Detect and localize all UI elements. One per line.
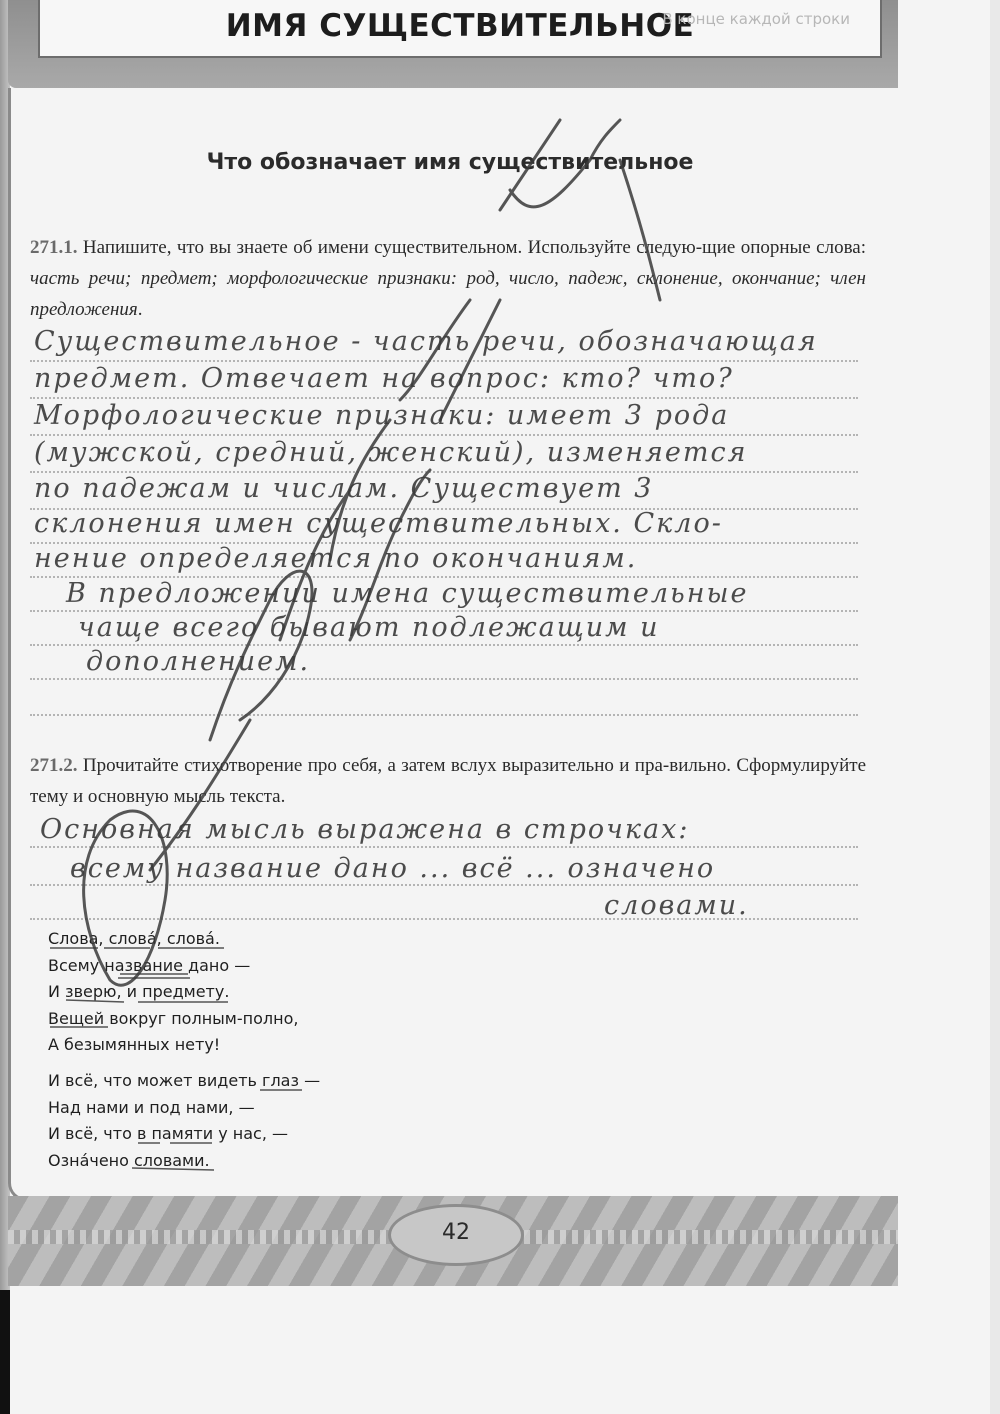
task-number: 271.2. (30, 755, 78, 776)
handwritten-line: предмет. Отвечает на вопрос: кто? что? (34, 363, 734, 394)
poem-line: И всё, что может видеть глаз — (48, 1071, 321, 1090)
handwritten-line: чаще всего бывают подлежащим и (78, 612, 660, 643)
handwritten-line: словами. (604, 890, 749, 921)
task-text: Напишите, что вы знаете об имени существительном. Используйте следую-щие опорные слова: (82, 237, 866, 258)
task-text-end: . (137, 299, 143, 320)
poem-line: Всему название дано — (48, 955, 251, 975)
task-number: 271.1. (30, 237, 78, 258)
page-title: ИМЯ СУЩЕСТВИТЕЛЬНОЕ (225, 8, 695, 44)
handwritten-line: по падежам и числам. Существует 3 (34, 473, 654, 504)
poem-line: Над нами и под нами, — (48, 1097, 255, 1117)
poem-line: Слова, слова́, слова́. (48, 929, 220, 948)
task-keywords: часть речи; предмет; морфологические признаки: род, число, падеж, склонение, окончание; член предложения (30, 268, 866, 320)
task-text: Прочитайте стихотворение про себя, а затем вслух выразительно и пра-вильно. Сформулируйте тему и основную мысль текста. (30, 755, 867, 807)
handwritten-line: (мужской, средний, женский), изменяется (34, 437, 748, 468)
poem-line: И зверю, и предмету. (48, 982, 230, 1001)
page-number: 42 (388, 1204, 524, 1266)
handwritten-line: Существительное - часть речи, обозначающая (34, 326, 818, 357)
handwritten-line: склонения имен существительных. Скло- (34, 508, 723, 539)
poem-line: И всё, что в памяти у нас, — (48, 1124, 289, 1143)
poem-line: А безымянных нету! (48, 1035, 221, 1054)
header-ghost-text: В конце каждой строки (662, 10, 850, 28)
section-title: Что обозначает имя существительное (206, 150, 694, 175)
handwritten-line: Морфологические признаки: имеет 3 рода (34, 400, 730, 431)
footer-band (8, 1196, 898, 1286)
handwritten-line: Основная мысль выражена в строчках: (40, 814, 690, 845)
handwritten-line: В предложении имена существительные (66, 578, 749, 609)
poem-line: Вещей вокруг полным-полно, (48, 1008, 299, 1028)
poem-line: Озна́чено словами. (48, 1150, 210, 1170)
handwritten-line: всему название дано ... всё ... означено (70, 853, 716, 884)
handwritten-line: дополнением. (86, 646, 311, 677)
handwritten-line: нение определяется по окончаниям. (34, 543, 638, 574)
